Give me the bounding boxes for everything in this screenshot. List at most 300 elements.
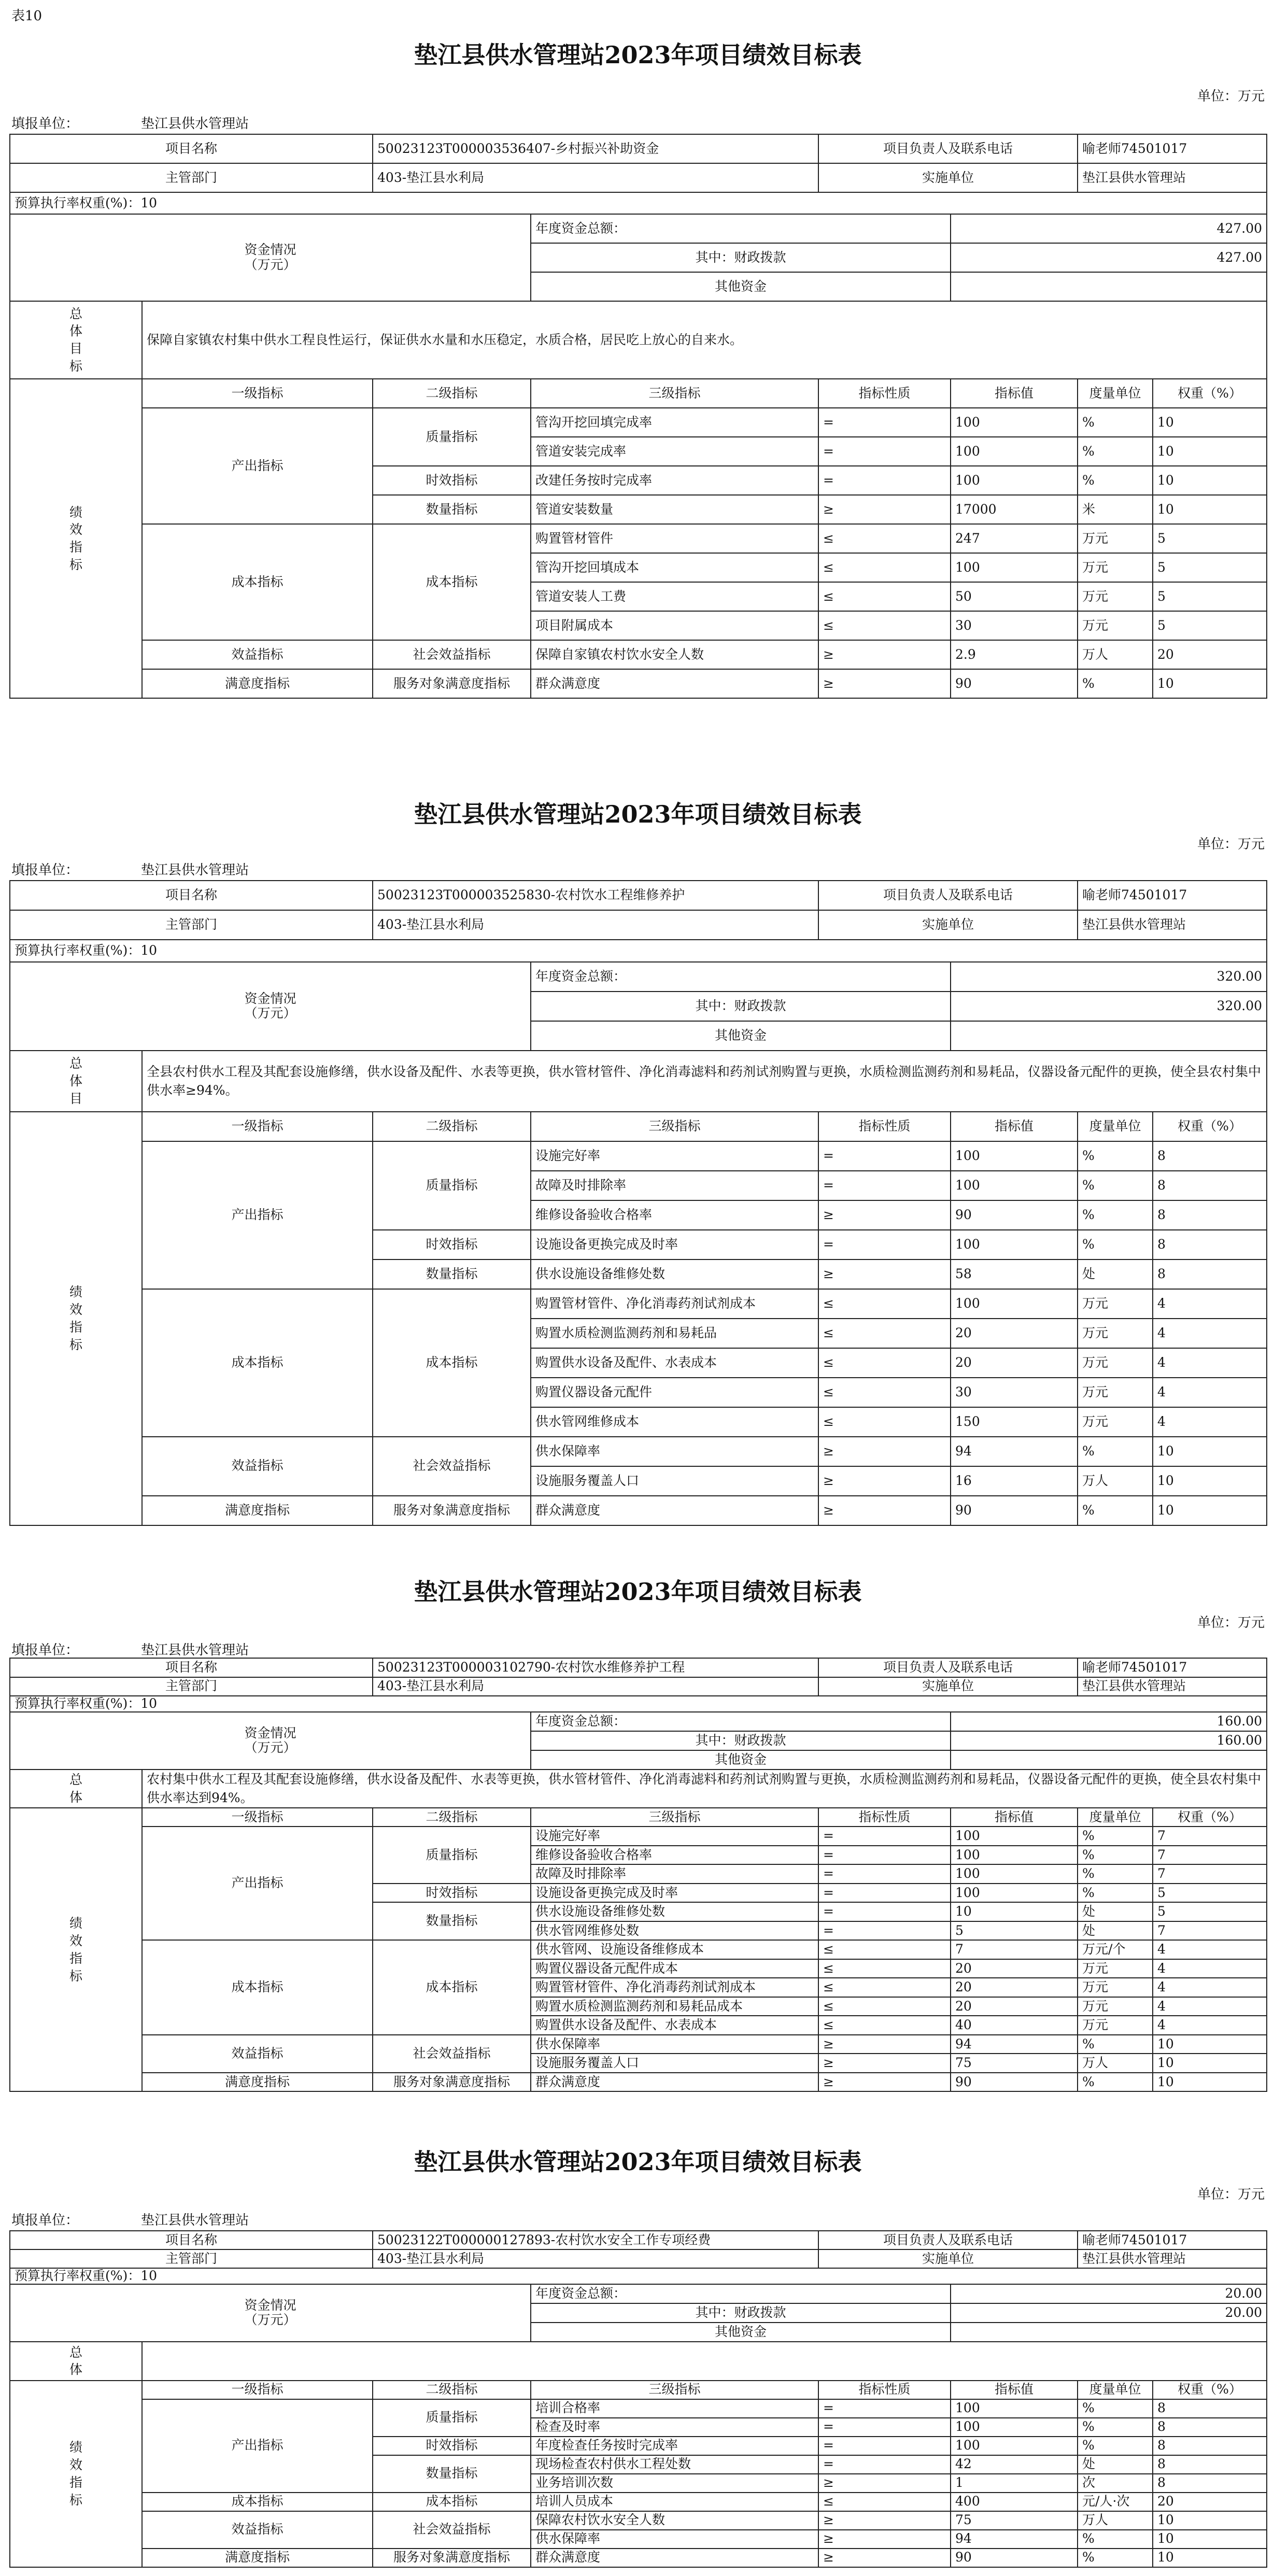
measure-unit: % [1078,1827,1153,1846]
indicator-row [10,1496,1267,1525]
column-header: 指标值 [951,1112,1078,1141]
indicator-property: = [818,1141,951,1171]
level1-indicator: 效益指标 [142,2511,373,2549]
table-title: 垫江县供水管理站2023年项目绩效目标表 [414,41,862,69]
weight-value: 7 [1153,1864,1267,1884]
total-funds-label: 年度资金总额： [531,1712,951,1731]
impl-value: 垫江县供水管理站 [1078,2249,1267,2268]
measure-unit: % [1078,669,1153,698]
indicator-value: 30 [951,611,1078,640]
department-row [10,163,1267,192]
indicator-value: 20 [951,1319,1078,1348]
other-funds-label: 其他资金 [531,1750,951,1770]
measure-unit: % [1078,437,1153,466]
indicator-row [10,2549,1267,2567]
level3-indicator: 培训合格率 [531,2399,818,2418]
level3-indicator: 业务培训次数 [531,2474,818,2493]
measure-unit: % [1078,1864,1153,1884]
level3-indicator: 管道安装完成率 [531,437,818,466]
weight-value: 5 [1153,1902,1267,1921]
unit-label: 单位：万元 [1197,1615,1265,1631]
level1-indicator: 产出指标 [142,1827,373,1940]
weight-value: 10 [1153,437,1267,466]
indicator-property: ≤ [818,1997,951,2016]
column-header: 二级指标 [373,2381,531,2399]
department-row [10,2249,1267,2268]
weight-value: 8 [1153,1230,1267,1259]
indicator-value: 90 [951,1496,1078,1525]
project-name-value: 50023122T000000127893-农村饮水安全工作专项经费 [373,2231,818,2249]
indicator-property: ≤ [818,611,951,640]
indicator-row [10,2399,1267,2418]
indicator-row [10,1289,1267,1319]
weight-value: 10 [1153,2035,1267,2054]
indicator-value: 100 [951,2437,1078,2455]
column-header: 权重（%） [1153,2381,1267,2399]
column-header: 度量单位 [1078,379,1153,408]
indicator-value: 90 [951,669,1078,698]
measure-unit: 万元 [1078,2016,1153,2035]
column-header: 权重（%） [1153,1112,1267,1141]
budget-rate: 预算执行率权重(%)：10 [10,1696,1267,1712]
weight-value: 10 [1153,669,1267,698]
level1-indicator: 产出指标 [142,1141,373,1289]
column-header: 一级指标 [142,379,373,408]
indicator-value: 100 [951,437,1078,466]
impl-label: 实施单位 [818,910,1078,940]
fiscal-funds-value: 20.00 [951,2303,1267,2323]
level3-indicator: 购置管材管件、净化消毒药剂试剂成本 [531,1289,818,1319]
funds-label: 资金情况 （万元） [10,1712,531,1770]
measure-unit: % [1078,1230,1153,1259]
level3-indicator: 项目附属成本 [531,611,818,640]
level2-indicator: 社会效益指标 [373,2511,531,2549]
fiscal-funds-label: 其中：财政拨款 [531,992,951,1021]
level1-indicator: 满意度指标 [142,1496,373,1525]
indicator-value: 42 [951,2455,1078,2474]
filler-unit [11,2210,249,2229]
weight-value: 8 [1153,2437,1267,2455]
dept-label: 主管部门 [10,910,373,940]
table-title: 垫江县供水管理站2023年项目绩效目标表 [414,800,862,828]
dept-value: 403-垫江县水利局 [373,2249,818,2268]
contact-value: 喻老师74501017 [1078,1658,1267,1677]
measure-unit: 万元 [1078,582,1153,611]
indicator-value: 30 [951,1378,1078,1407]
project-name-value: 50023123T000003525830-农村饮水工程维修养护 [373,881,818,910]
level3-indicator: 设施服务覆盖人口 [531,1466,818,1496]
indicator-property: = [818,466,951,495]
weight-value: 10 [1153,2549,1267,2567]
weight-value: 7 [1153,1846,1267,1865]
level1-indicator: 效益指标 [142,1437,373,1496]
level3-indicator: 供水保障率 [531,1437,818,1466]
measure-unit: % [1078,1171,1153,1200]
contact-value: 喻老师74501017 [1078,881,1267,910]
filler-unit [11,113,249,132]
level2-indicator: 质量指标 [373,2399,531,2437]
measure-unit: % [1078,1496,1153,1525]
measure-unit: 处 [1078,1902,1153,1921]
performance-indicators-label: 绩 效 指 标 [10,1112,142,1525]
measure-unit: % [1078,2549,1153,2567]
level2-indicator: 成本指标 [373,524,531,640]
project-name-value: 50023123T000003536407-乡村振兴补助资金 [373,134,818,163]
measure-unit: 次 [1078,2474,1153,2493]
filler-unit-label: 填报单位： [11,116,79,132]
indicator-property: = [818,2418,951,2437]
measure-unit: 万元 [1078,1997,1153,2016]
measure-unit: 万元 [1078,1407,1153,1437]
measure-unit: 元/人·次 [1078,2493,1153,2511]
indicator-value: 94 [951,2035,1078,2054]
budget-rate: 预算执行率权重(%)：10 [10,192,1267,214]
column-header: 度量单位 [1078,1112,1153,1141]
impl-label: 实施单位 [818,2249,1078,2268]
overall-goal-label: 总 体 目 [10,1051,142,1112]
weight-value: 4 [1153,1378,1267,1407]
level1-indicator: 成本指标 [142,524,373,640]
level1-indicator: 满意度指标 [142,669,373,698]
indicator-property: ≤ [818,1407,951,1437]
column-header: 二级指标 [373,1808,531,1827]
indicator-property: = [818,1230,951,1259]
level3-indicator: 设施完好率 [531,1141,818,1171]
performance-table [9,2230,1267,2568]
level3-indicator: 供水保障率 [531,2035,818,2054]
level3-indicator: 群众满意度 [531,2549,818,2567]
indicator-property: ≥ [818,2530,951,2549]
indicator-header-row [10,1112,1267,1141]
weight-value: 7 [1153,1921,1267,1941]
indicator-property: ≤ [818,1940,951,1959]
indicator-value: 50 [951,582,1078,611]
level1-indicator: 效益指标 [142,640,373,669]
measure-unit: 处 [1078,2455,1153,2474]
weight-value: 4 [1153,1997,1267,2016]
indicator-value: 10 [951,1902,1078,1921]
indicator-value: 2.9 [951,640,1078,669]
column-header: 指标值 [951,379,1078,408]
impl-label: 实施单位 [818,1677,1078,1696]
column-header: 指标值 [951,1808,1078,1827]
level2-indicator: 成本指标 [373,1289,531,1437]
indicator-property: = [818,408,951,437]
indicator-property: ≤ [818,1289,951,1319]
indicator-value: 94 [951,1437,1078,1466]
funds-label: 资金情况 （万元） [10,962,531,1051]
indicator-property: ≤ [818,582,951,611]
measure-unit: % [1078,2035,1153,2054]
column-header: 权重（%） [1153,1808,1267,1827]
column-header: 三级指标 [531,1808,818,1827]
performance-table [9,880,1267,1526]
other-funds-value [951,2323,1267,2342]
other-funds-value [951,1750,1267,1770]
level3-indicator: 购置水质检测监测药剂和易耗品 [531,1319,818,1348]
indicator-value: 90 [951,1200,1078,1230]
indicator-value: 247 [951,524,1078,553]
level2-indicator: 数量指标 [373,1259,531,1289]
level3-indicator: 管沟开挖回填成本 [531,553,818,582]
total-funds-label: 年度资金总额： [531,214,951,243]
other-funds-label: 其他资金 [531,2323,951,2342]
indicator-property: ≥ [818,2073,951,2092]
other-funds-label: 其他资金 [531,1021,951,1051]
level2-indicator: 成本指标 [373,1940,531,2035]
level3-indicator: 故障及时排除率 [531,1171,818,1200]
level3-indicator: 管道安装数量 [531,495,818,524]
measure-unit: 处 [1078,1259,1153,1289]
indicator-property: ≤ [818,1348,951,1378]
measure-unit: % [1078,408,1153,437]
filler-unit-value: 垫江县供水管理站 [141,1643,249,1658]
level2-indicator: 服务对象满意度指标 [373,2549,531,2567]
indicator-property: ≥ [818,1437,951,1466]
budget-rate: 预算执行率权重(%)：10 [10,940,1267,962]
level2-indicator: 时效指标 [373,466,531,495]
overall-goal-text [142,2342,1267,2381]
level2-indicator: 质量指标 [373,408,531,466]
level3-indicator: 设施设备更换完成及时率 [531,1884,818,1903]
total-funds-label: 年度资金总额： [531,2284,951,2303]
level3-indicator: 检查及时率 [531,2418,818,2437]
weight-value: 4 [1153,1940,1267,1959]
level2-indicator: 数量指标 [373,495,531,524]
indicator-property: = [818,1827,951,1846]
total-funds-label: 年度资金总额： [531,962,951,992]
project-name-label: 项目名称 [10,2231,373,2249]
unit-label: 单位：万元 [1197,837,1265,852]
filler-unit-value: 垫江县供水管理站 [141,116,249,132]
project-name-label: 项目名称 [10,881,373,910]
filler-unit-label: 填报单位： [11,1643,79,1658]
indicator-row [10,1437,1267,1466]
overall-goal-text: 全县农村供水工程及其配套设施修缮，供水设备及配件、水表等更换，供水管材管件、净化消毒滤料和药剂试剂购置与更换，水质检测监测药剂和易耗品，仪器设备元配件的更换，使全县农村集中供水率≥94%。 [142,1051,1267,1112]
measure-unit: % [1078,1141,1153,1171]
weight-value: 8 [1153,1259,1267,1289]
total-funds-value: 20.00 [951,2284,1267,2303]
indicator-property: ≥ [818,2035,951,2054]
indicator-property: ≤ [818,1959,951,1978]
indicator-value: 90 [951,2073,1078,2092]
column-header: 三级指标 [531,1112,818,1141]
weight-value: 10 [1153,1437,1267,1466]
dept-label: 主管部门 [10,1677,373,1696]
filler-unit [11,1639,249,1659]
level2-indicator: 时效指标 [373,1230,531,1259]
measure-unit: 万人 [1078,640,1153,669]
indicator-property: ≤ [818,553,951,582]
indicator-row [10,2073,1267,2092]
measure-unit: 万元 [1078,1348,1153,1378]
measure-unit: 万元 [1078,1959,1153,1978]
level3-indicator: 设施完好率 [531,1827,818,1846]
indicator-header-row [10,379,1267,408]
fiscal-funds-label: 其中：财政拨款 [531,243,951,272]
indicator-property: ≥ [818,1259,951,1289]
indicator-value: 150 [951,1407,1078,1437]
measure-unit: 万人 [1078,2054,1153,2073]
measure-unit: % [1078,2073,1153,2092]
weight-value: 4 [1153,2016,1267,2035]
impl-value: 垫江县供水管理站 [1078,1677,1267,1696]
level3-indicator: 管沟开挖回填完成率 [531,408,818,437]
indicator-value: 100 [951,1141,1078,1171]
measure-unit: % [1078,466,1153,495]
weight-value: 10 [1153,1466,1267,1496]
indicator-value: 100 [951,1846,1078,1865]
column-header: 一级指标 [142,2381,373,2399]
measure-unit: % [1078,2418,1153,2437]
indicator-property: = [818,2437,951,2455]
overall-goal-label: 总 体 [10,1770,142,1808]
level2-indicator: 社会效益指标 [373,2035,531,2073]
budget-rate: 预算执行率权重(%)：10 [10,2268,1267,2284]
indicator-property: ≥ [818,669,951,698]
indicator-value: 100 [951,1884,1078,1903]
level2-indicator: 社会效益指标 [373,1437,531,1496]
measure-unit: % [1078,1884,1153,1903]
level2-indicator: 服务对象满意度指标 [373,669,531,698]
weight-value: 8 [1153,2418,1267,2437]
level2-indicator: 服务对象满意度指标 [373,2073,531,2092]
level3-indicator: 培训人员成本 [531,2493,818,2511]
level1-indicator: 满意度指标 [142,2549,373,2567]
impl-value: 垫江县供水管理站 [1078,163,1267,192]
indicator-property: ≤ [818,1378,951,1407]
column-header: 指标性质 [818,1112,951,1141]
level2-indicator: 质量指标 [373,1141,531,1230]
indicator-value: 75 [951,2511,1078,2530]
indicator-value: 20 [951,1348,1078,1378]
indicator-row [10,2493,1267,2511]
indicator-property: ≤ [818,1978,951,1997]
weight-value: 10 [1153,2530,1267,2549]
filler-unit-value: 垫江县供水管理站 [141,2213,249,2228]
dept-label: 主管部门 [10,2249,373,2268]
weight-value: 10 [1153,2073,1267,2092]
indicator-property: ≥ [818,1200,951,1230]
weight-value: 10 [1153,2054,1267,2073]
level3-indicator: 故障及时排除率 [531,1864,818,1884]
indicator-value: 75 [951,2054,1078,2073]
weight-value: 5 [1153,524,1267,553]
weight-value: 4 [1153,1348,1267,1378]
weight-value: 4 [1153,1407,1267,1437]
indicator-property: = [818,437,951,466]
performance-indicators-label: 绩 效 指 标 [10,1808,142,2091]
measure-unit: 万元 [1078,1378,1153,1407]
level3-indicator: 购置管材管件、净化消毒药剂试剂成本 [531,1978,818,1997]
level3-indicator: 群众满意度 [531,669,818,698]
indicator-property: = [818,1864,951,1884]
overall-goal-text: 农村集中供水工程及其配套设施修缮，供水设备及配件、水表等更换，供水管材管件、净化消毒滤料和药剂试剂购置与更换，水质检测监测药剂和易耗品，仪器设备元配件的更换，使全县农村集中供水率达到94%。 [142,1770,1267,1808]
level1-indicator: 效益指标 [142,2035,373,2073]
indicator-row [10,2511,1267,2530]
indicator-value: 20 [951,1959,1078,1978]
indicator-value: 20 [951,1978,1078,1997]
weight-value: 8 [1153,2474,1267,2493]
measure-unit: % [1078,1846,1153,1865]
level3-indicator: 购置水质检测监测药剂和易耗品成本 [531,1997,818,2016]
level3-indicator: 设施设备更换完成及时率 [531,1230,818,1259]
indicator-value: 17000 [951,495,1078,524]
funds-label: 资金情况 （万元） [10,214,531,301]
contact-value: 喻老师74501017 [1078,134,1267,163]
column-header: 指标值 [951,2381,1078,2399]
level3-indicator: 购置供水设备及配件、水表成本 [531,1348,818,1378]
indicator-header-row [10,1808,1267,1827]
level1-indicator: 成本指标 [142,1289,373,1437]
weight-value: 7 [1153,1827,1267,1846]
measure-unit: 万元 [1078,1289,1153,1319]
indicator-value: 58 [951,1259,1078,1289]
indicator-property: ≥ [818,2054,951,2073]
column-header: 三级指标 [531,2381,818,2399]
project-row [10,881,1267,910]
indicator-property: = [818,2455,951,2474]
indicator-value: 20 [951,1997,1078,2016]
level3-indicator: 年度检查任务按时完成率 [531,2437,818,2455]
overall-goal-text: 保障自家镇农村集中供水工程良性运行，保证供水水量和水压稳定，水质合格，居民吃上放心的自来水。 [142,301,1267,379]
indicator-row [10,2035,1267,2054]
table-title: 垫江县供水管理站2023年项目绩效目标表 [414,1578,862,1606]
other-funds-label: 其他资金 [531,272,951,301]
indicator-property: ≥ [818,2549,951,2567]
dept-value: 403-垫江县水利局 [373,910,818,940]
indicator-property: ≥ [818,2511,951,2530]
fiscal-funds-value: 427.00 [951,243,1267,272]
level2-indicator: 数量指标 [373,2455,531,2493]
measure-unit: 万元 [1078,1978,1153,1997]
indicator-row [10,640,1267,669]
indicator-property: = [818,2399,951,2418]
weight-value: 10 [1153,408,1267,437]
measure-unit: 万元 [1078,1319,1153,1348]
measure-unit: 万元 [1078,524,1153,553]
performance-table [9,1658,1267,2092]
level3-indicator: 供水管网维修处数 [531,1921,818,1941]
weight-value: 10 [1153,1496,1267,1525]
indicator-row [10,408,1267,437]
level2-indicator: 质量指标 [373,1827,531,1884]
contact-label: 项目负责人及联系电话 [818,1658,1078,1677]
level1-indicator: 成本指标 [142,2493,373,2511]
indicator-value: 100 [951,408,1078,437]
performance-indicators-label: 绩 效 指 标 [10,2381,142,2567]
indicator-header-row [10,2381,1267,2399]
overall-goal-label: 总 体 目 标 [10,301,142,379]
weight-value: 20 [1153,2493,1267,2511]
level3-indicator: 供水保障率 [531,2530,818,2549]
unit-label: 单位：万元 [1197,89,1265,104]
measure-unit: 万元 [1078,553,1153,582]
level3-indicator: 管道安装人工费 [531,582,818,611]
indicator-property: = [818,1902,951,1921]
measure-unit: % [1078,2530,1153,2549]
level2-indicator: 服务对象满意度指标 [373,1496,531,1525]
indicator-value: 100 [951,1171,1078,1200]
project-row [10,1658,1267,1677]
level3-indicator: 改建任务按时完成率 [531,466,818,495]
indicator-property: ≥ [818,640,951,669]
level3-indicator: 维修设备验收合格率 [531,1200,818,1230]
indicator-property: = [818,1846,951,1865]
weight-value: 10 [1153,466,1267,495]
weight-value: 8 [1153,1171,1267,1200]
indicator-value: 100 [951,466,1078,495]
